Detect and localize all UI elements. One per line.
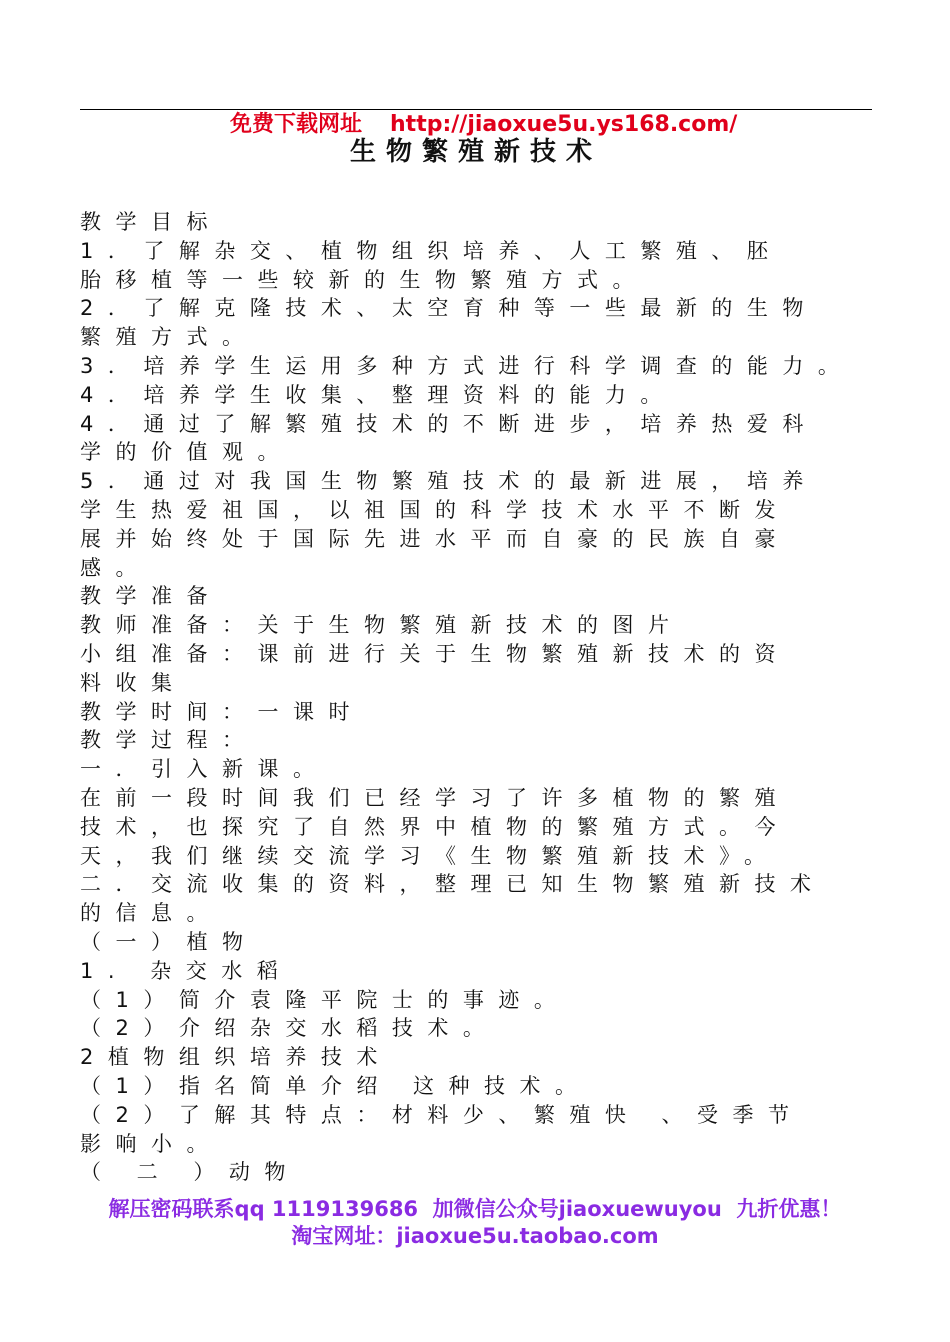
text-line: 4．通过了解繁殖技术的不断进步，培养热爱科 — [80, 411, 818, 436]
contact-info: 解压密码联系qq 1119139686 加微信公众号jiaoxuewuyou 九折优惠！ — [108, 1197, 842, 1221]
text-line: （1）指名简单介绍 这种技术。 — [80, 1073, 591, 1098]
text-line: 1. 杂交水稻 — [80, 958, 293, 983]
taobao-url-link[interactable]: 淘宝网址：jiaoxue5u.taobao.com — [291, 1224, 659, 1248]
text-line: 2植物组织培养技术 — [80, 1045, 392, 1070]
text-line: 4．培养学生收集、整理资料的能力。 — [80, 382, 676, 407]
download-label: 免费下载网址 — [230, 112, 363, 137]
text-line: 1．了解杂交、植物组织培养、人工繁殖、胚 — [80, 238, 783, 263]
text-line: （1）简介袁隆平院士的事迹。 — [80, 987, 570, 1012]
text-line: （2）介绍杂交水稻技术。 — [80, 1016, 499, 1041]
text-line: 学的价值观。 — [80, 440, 293, 465]
text-line: （一）植物 — [80, 929, 258, 954]
text-line: 料收集 — [80, 670, 187, 695]
text-line: 在前一段时间我们已经学习了许多植物的繁殖 — [80, 785, 790, 810]
text-line: 学生热爱祖国，以祖国的科学技术水平不断发 — [80, 497, 790, 522]
text-line: 教学目标 — [80, 210, 222, 234]
page-title: 生物繁殖新技术 — [349, 137, 602, 167]
document-body — [80, 208, 880, 1187]
text-line: 影响小。 — [80, 1131, 222, 1156]
text-line: 胎移植等一些较新的生物繁殖方式。 — [80, 267, 648, 292]
header-divider — [80, 109, 872, 110]
text-line: 二．交流收集的资料，整理已知生物繁殖新技术 — [80, 872, 826, 897]
text-line: 5．通过对我国生物繁殖技术的最新进展，培养 — [80, 469, 818, 494]
text-line: （2）了解其特点：材料少、繁殖快 、受季节 — [80, 1102, 804, 1127]
contact-footer — [70, 1196, 880, 1250]
text-line: 一．引入新课。 — [80, 757, 329, 782]
text-line: 教学时间：一课时 — [80, 699, 364, 724]
text-line: 感。 — [80, 555, 151, 580]
text-line: 3．培养学生运用多种方式进行科学调查的能力。 — [80, 353, 854, 378]
text-line: 教师准备：关于生物繁殖新技术的图片 — [80, 613, 684, 638]
text-line: （ 二 ）动物 — [80, 1160, 300, 1185]
text-line: 教学准备 — [80, 584, 222, 609]
download-url-link[interactable]: http://jiaoxue5u.ys168.com/ — [390, 112, 738, 137]
text-line: 2．了解克隆技术、太空育种等一些最新的生物 — [80, 296, 818, 321]
text-line: 的信息。 — [80, 901, 222, 926]
text-line: 繁殖方式。 — [80, 325, 258, 350]
text-line: 小组准备：课前进行关于生物繁殖新技术的资 — [80, 641, 790, 666]
text-line: 教学过程： — [80, 728, 258, 753]
text-line: 天，我们继续交流学习《生物繁殖新技术》。 — [80, 843, 780, 868]
text-line: 技术，也探究了自然界中植物的繁殖方式。今 — [80, 814, 790, 839]
text-line: 展并始终处于国际先进水平而自豪的民族自豪 — [80, 526, 790, 551]
